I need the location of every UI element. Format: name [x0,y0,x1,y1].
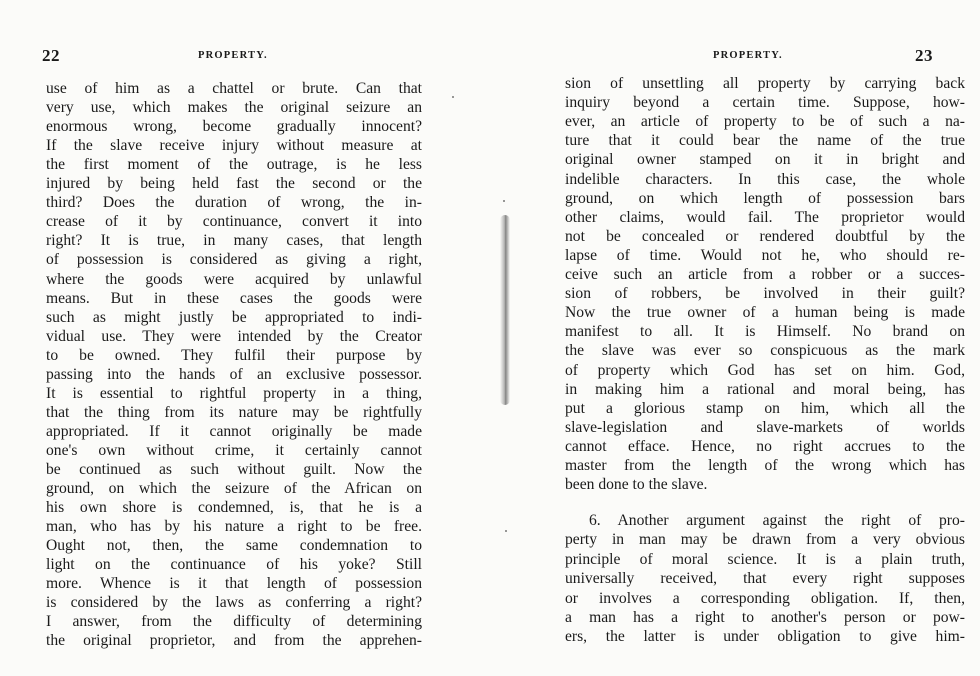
text-line: be continued as such without guilt. Now the [46,461,422,478]
text-line: perty in man may be drawn from a very obvious [565,531,965,549]
text-line: Ought not, then, the same condemnation to [46,537,422,555]
text-line: of property which God has set on him. God, [565,361,965,379]
text-line: right? It is true, in many cases, that length [46,232,422,250]
text-line: appropriated. If it cannot originally be made [46,422,422,440]
page-number-left: 22 [42,46,60,65]
text-line: It is essential to rightful property in a thing, [46,384,422,402]
page-number-right: 23 [915,46,933,65]
text-line: ground, on which the seizure of the African on [46,480,422,498]
text-line: ers, the latter is under obligation to give him- [565,628,965,646]
text-line: Now the true owner of a human being is made [565,304,965,322]
text-line: or involves a corresponding obligation. If, then, [565,589,965,607]
text-line: the first moment of the outrage, is he less [46,156,422,174]
right-page [490,0,980,676]
text-line: use of him as a chattel or brute. Can that [46,80,422,97]
text-line: cannot efface. Hence, no right accrues to the [565,437,965,455]
text-line: other claims, would fail. The proprietor would [565,208,965,226]
text-line: of possession is considered as giving a right, [46,251,422,269]
text-line: sion of unsettling all property by carrying back [565,75,965,92]
text-line: man, who has by his nature a right to be free. [46,518,422,536]
text-line: put a glorious stamp on him, which all the [565,399,965,417]
text-line: master from the length of the wrong which has [565,457,965,474]
text-line: crease of it by continuance, convert it into [46,213,422,231]
text-line: the original proprietor, and from the apprehen- [46,632,422,650]
text-line: ever, an article of property to be of such a na- [565,113,965,131]
text-line: more. Whence is it that length of possession [46,575,422,593]
text-line: vidual use. They were intended by the Creator [46,327,422,345]
text-line: slave-legislation and slave-markets of worlds [565,418,965,436]
text-line: manifest to all. It is Himself. No brand on [565,323,965,341]
running-head-right: PROPERTY. [713,50,783,61]
text-line: that the thing from its nature may be rightfully [46,403,422,421]
text-line: ture that it could bear the name of the true [565,132,965,150]
text-line: indelible characters. In this case, the whole [565,170,965,188]
text-line: ground, on which length of possession bars [565,189,965,207]
text-line: means. But in these cases the goods were [46,289,422,307]
text-line: light on the continuance of his yoke? Still [46,556,422,574]
text-line: to be owned. They fulfil their purpose by [46,346,422,364]
text-line: a man has a right to another's person or pow- [565,609,965,626]
text-line: If the slave receive injury without measure at [46,137,422,155]
text-line: been done to the slave. [565,476,708,494]
text-line: ceive such an article from a robber or a succes- [565,266,965,283]
print-speck [452,96,454,98]
text-line: his own shore is condemned, is, that he is a [46,499,422,517]
text-line: not be concealed or rendered doubtful by the [565,227,965,245]
text-line: enormous wrong, become gradually innocent? [46,118,422,136]
text-line: sion of robbers, be involved in their guilt? [565,285,965,303]
text-line: where the goods were acquired by unlawful [46,270,422,288]
text-line: the slave was ever so conspicuous as the mark [565,342,965,360]
text-line: is considered by the laws as conferring a right? [46,594,422,612]
text-line: original owner stamped on it in bright and [565,151,965,169]
text-line: I answer, from the difficulty of determining [46,613,422,631]
text-line: passing into the hands of an exclusive possessor. [46,365,422,383]
running-head-left: PROPERTY. [198,50,268,61]
text-line: lapse of time. Would not he, who should re- [565,246,965,264]
text-line: in making him a rational and moral being, has [565,380,965,398]
text-line: universally received, that every right supposes [565,570,965,588]
text-line: 6. Another argument against the right of pro- [589,512,965,529]
left-page [0,0,470,676]
text-line: very use, which makes the original seizure an [46,99,422,117]
text-line: inquiry beyond a certain time. Suppose, how- [565,94,965,112]
text-line: third? Does the duration of wrong, the in- [46,194,422,212]
text-line: such as might justly be appropriated to indi- [46,308,422,326]
text-line: one's own without crime, it certainly cannot [46,441,422,459]
text-line: principle of moral science. It is a plain truth, [565,550,965,568]
text-line: injured by being held fast the second or the [46,175,422,193]
